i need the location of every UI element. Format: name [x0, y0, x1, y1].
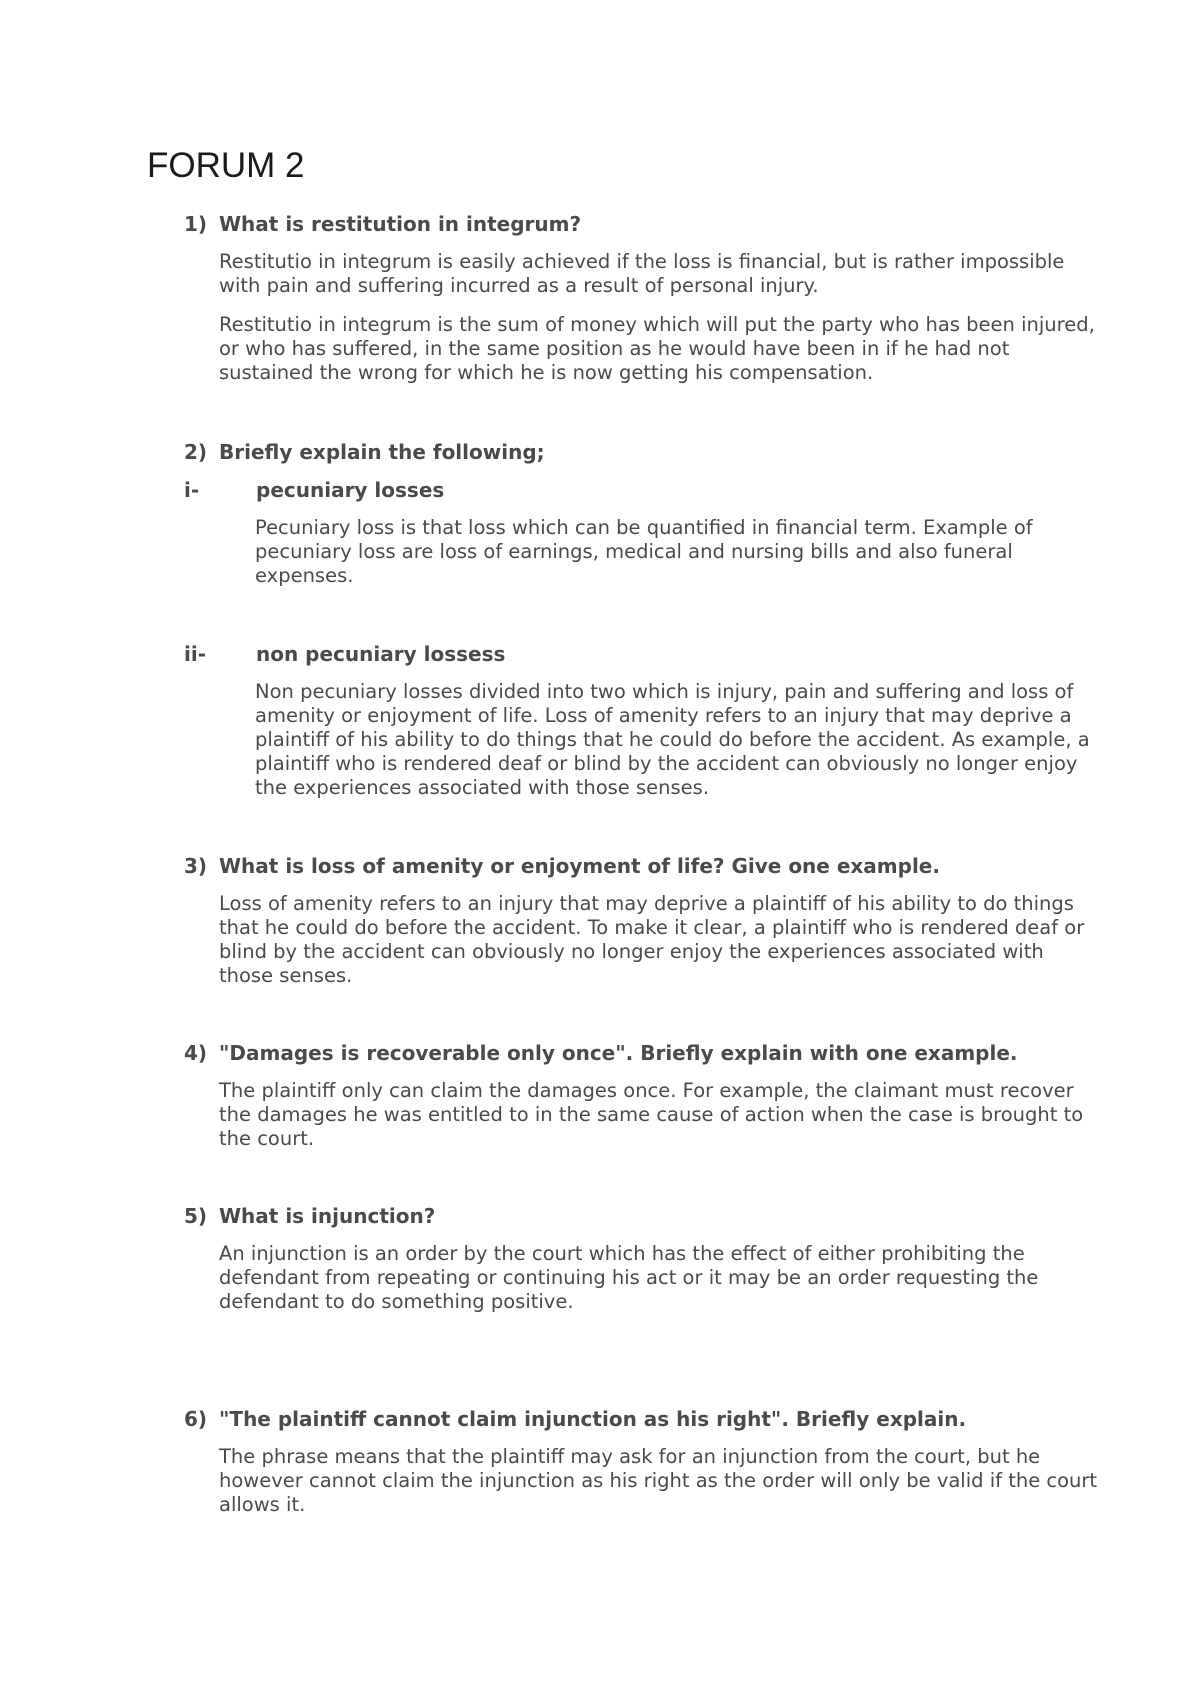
answer-2i: Pecuniary loss is that loss which can be quantified in financial term. Example of pecuniary loss are loss of earnings, medical and nursing bills and also funeral expenses.	[255, 516, 1033, 587]
answer-1b: Restitutio in integrum is the sum of money which will put the party who has been injured, or who has suffered, in the same position as he would have been in if he had not sustained the wrong for which he is now getting his compensation.	[219, 313, 1095, 384]
sub-heading: non pecuniary lossess	[256, 642, 506, 666]
sub-heading: pecuniary losses	[256, 478, 445, 502]
sub-question-ii	[184, 640, 505, 668]
answer-1a: Restitutio in integrum is easily achieved if the loss is financial, but is rather impossible with pain and suffering incurred as a result of personal injury.	[219, 250, 1065, 297]
answer-5: An injunction is an order by the court which has the effect of either prohibiting the defendant from repeating or continuing his act or it may be an order requesting the defendant to do something positive.	[219, 1242, 1039, 1313]
page-title: FORUM 2	[147, 146, 305, 185]
sub-number: i-	[184, 478, 200, 502]
question-number: 2)	[184, 440, 208, 464]
question-2	[184, 438, 545, 466]
question-text: What is loss of amenity or enjoyment of life? Give one example.	[219, 854, 940, 878]
question-3	[184, 852, 940, 880]
sub-question-i	[184, 476, 444, 504]
question-number: 6)	[184, 1407, 208, 1431]
question-6	[184, 1405, 966, 1433]
answer-4: The plaintiff only can claim the damages once. For example, the claimant must recover the damages he was entitled to in the same cause of action when the case is brought to the court.	[219, 1079, 1084, 1150]
question-text: What is restitution in integrum?	[219, 212, 582, 236]
question-1	[184, 210, 581, 238]
question-number: 4)	[184, 1041, 208, 1065]
answer-2ii: Non pecuniary losses divided into two which is injury, pain and suffering and loss of amenity or enjoyment of life. Loss of amenity refers to an injury that may deprive a plaintiff of his ability to do things that he could do before the accident. As example, a plaintiff who is rendered deaf or blind by the accident can obviously no longer enjoy the experiences associated with those senses.	[255, 680, 1090, 799]
question-text: "The plaintiff cannot claim injunction as his right". Briefly explain.	[219, 1407, 967, 1431]
question-4	[184, 1039, 1018, 1067]
question-text: What is injunction?	[219, 1204, 436, 1228]
question-text: Briefly explain the following;	[219, 440, 545, 464]
question-text: "Damages is recoverable only once". Briefly explain with one example.	[219, 1041, 1018, 1065]
question-5	[184, 1202, 435, 1230]
question-number: 3)	[184, 854, 208, 878]
question-number: 5)	[184, 1204, 208, 1228]
answer-6: The phrase means that the plaintiff may ask for an injunction from the court, but he however cannot claim the injunction as his right as the order will only be valid if the court allows it.	[219, 1445, 1098, 1516]
answer-3: Loss of amenity refers to an injury that may deprive a plaintiff of his ability to do things that he could do before the accident. To make it clear, a plaintiff who is rendered deaf or blind by the accident can obviously no longer enjoy the experiences associated with those senses.	[219, 892, 1085, 987]
sub-number: ii-	[184, 642, 207, 666]
question-number: 1)	[184, 212, 208, 236]
